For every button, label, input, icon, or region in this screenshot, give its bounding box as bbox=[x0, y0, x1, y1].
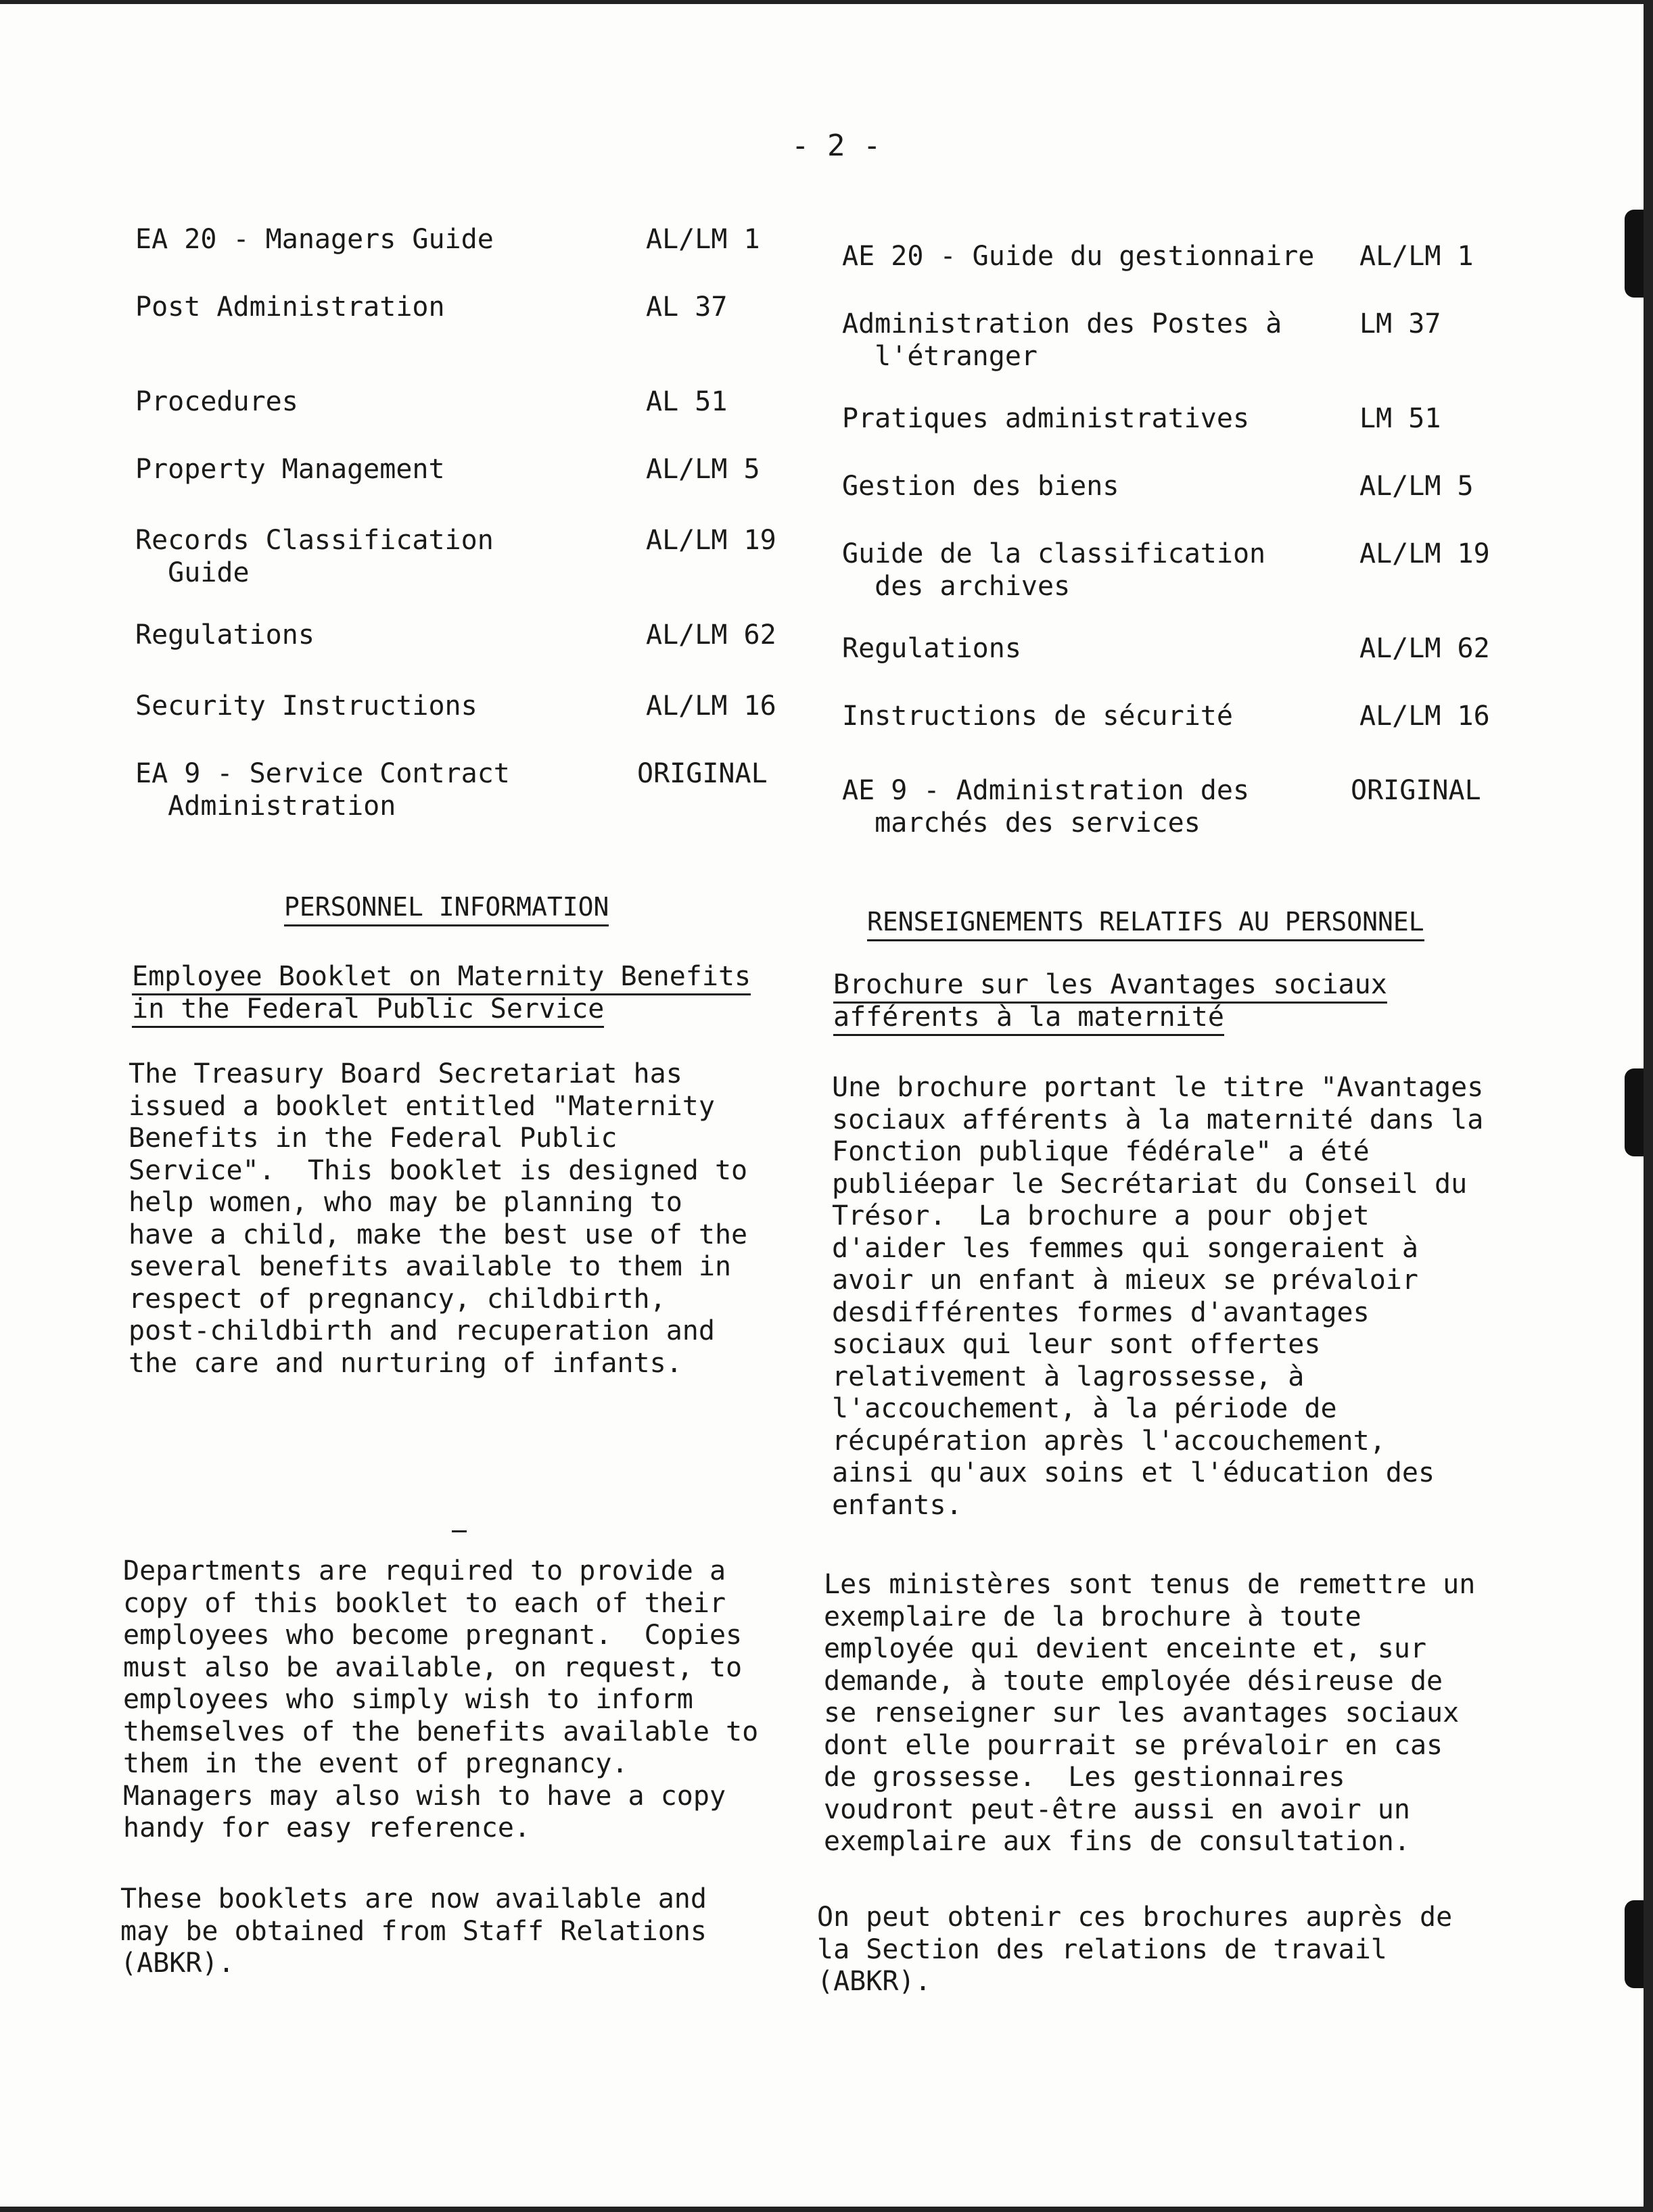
item-label: Procedures bbox=[135, 386, 298, 417]
section-heading-text: PERSONNEL INFORMATION bbox=[284, 892, 609, 926]
item-label: EA 9 - Service Contract Administration bbox=[135, 758, 510, 822]
item-label: Guide de la classification des archives bbox=[842, 538, 1266, 602]
subheading-text: Employee Booklet on Maternity Benefits bbox=[132, 961, 751, 995]
item-label: Instructions de sécurité bbox=[842, 701, 1233, 732]
binder-hole-mark bbox=[1625, 210, 1644, 298]
item-code: LM 37 bbox=[1359, 308, 1441, 339]
section-heading-text: RENSEIGNEMENTS RELATIFS AU PERSONNEL bbox=[867, 907, 1424, 941]
item-label: EA 20 - Managers Guide bbox=[135, 224, 494, 255]
english-paragraph-1: The Treasury Board Secretariat has issued a booklet entitled "Maternity Benefits in the Federal Public Service". This booklet is designed to help women, who may be planning to have a child, make the best use of the several benefits available to them in respect of pregnancy, childbirth, post-childbirth and recuperation and the care and nurturing of infants. bbox=[129, 1058, 748, 1379]
item-code: AL/LM 5 bbox=[646, 454, 760, 485]
item-code: AL/LM 1 bbox=[1359, 241, 1474, 272]
english-section-heading bbox=[284, 891, 609, 922]
binder-hole-mark bbox=[1625, 1900, 1644, 1988]
item-label: Security Instructions bbox=[135, 690, 478, 722]
french-subheading bbox=[833, 968, 1387, 1033]
subheading-line bbox=[132, 993, 751, 1025]
item-label: Gestion des biens bbox=[842, 471, 1119, 502]
item-label: Pratiques administratives bbox=[842, 403, 1250, 434]
page-number: - 2 - bbox=[791, 128, 881, 163]
item-code: ORIGINAL bbox=[1351, 775, 1481, 806]
item-code: AL/LM 62 bbox=[1359, 633, 1490, 664]
item-code: LM 51 bbox=[1359, 403, 1441, 434]
item-code: AL/LM 19 bbox=[1359, 538, 1490, 569]
stray-mark bbox=[452, 1530, 467, 1532]
scan-edge-bottom bbox=[0, 2207, 1653, 2212]
french-paragraph-3: On peut obtenir ces brochures auprès de la Section des relations de travail (ABKR). bbox=[817, 1902, 1453, 1997]
french-section-heading bbox=[867, 906, 1424, 937]
item-label: AE 20 - Guide du gestionnaire bbox=[842, 241, 1315, 272]
item-label: Regulations bbox=[842, 633, 1021, 664]
english-paragraph-2: Departments are required to provide a copy of this booklet to each of their employees who become pregnant. Copies must also be available, on request, to employees who simply wish to inform themselves of the benefits available to them in the event of pregnancy. Managers may also wish to have a copy handy for easy reference. bbox=[123, 1555, 759, 1843]
subheading-text: Brochure sur les Avantages sociaux bbox=[833, 969, 1387, 1004]
subheading-text: afférents à la maternité bbox=[833, 1002, 1224, 1036]
subheading-line bbox=[132, 960, 751, 993]
item-label: AE 9 - Administration des marchés des services bbox=[842, 775, 1250, 839]
item-code: ORIGINAL bbox=[637, 758, 768, 789]
scan-edge-top bbox=[0, 0, 1653, 4]
item-label: Regulations bbox=[135, 619, 315, 651]
subheading-text: in the Federal Public Service bbox=[132, 993, 604, 1028]
french-paragraph-2: Les ministères sont tenus de remettre un exemplaire de la brochure à toute employée qui devient enceinte et, sur demande, à toute employée désireuse de se renseigner sur les avantages sociaux dont elle pourrait se prévaloir en cas de grossesse. Les gestionnaires voudront peut-être aussi en avoir un exemplaire aux fins de consultation. bbox=[824, 1569, 1476, 1857]
subheading-line bbox=[833, 968, 1387, 1001]
subheading-line bbox=[833, 1001, 1387, 1033]
french-paragraph-1: Une brochure portant le titre "Avantages sociaux afférents à la maternité dans la Fonction publique fédérale" a été publiéepar le Secrétariat du Conseil du Trésor. La brochure a pour objet d'aider les femmes qui songeraient à avoir un enfant à mieux se prévaloir desdifférentes formes d'avantages sociaux qui leur sont offertes relativement à lagrossesse, à l'accouchement, à la période de récupération après l'accouchement, ainsi qu'aux soins et l'éducation des enfants. bbox=[832, 1072, 1484, 1521]
item-code: AL/LM 5 bbox=[1359, 471, 1474, 502]
item-label: Records Classification Guide bbox=[135, 525, 494, 588]
english-subheading bbox=[132, 960, 751, 1025]
item-label: Property Management bbox=[135, 454, 445, 485]
item-code: AL/LM 1 bbox=[646, 224, 760, 255]
item-code: AL 51 bbox=[646, 386, 728, 417]
item-code: AL/LM 16 bbox=[1359, 701, 1490, 732]
scan-edge-right bbox=[1644, 0, 1653, 2212]
binder-hole-mark bbox=[1625, 1068, 1644, 1156]
item-code: AL/LM 16 bbox=[646, 690, 776, 722]
item-code: AL/LM 62 bbox=[646, 619, 776, 651]
item-label: Post Administration bbox=[135, 291, 445, 323]
item-code: AL 37 bbox=[646, 291, 728, 323]
item-code: AL/LM 19 bbox=[646, 525, 776, 556]
item-label: Administration des Postes à l'étranger bbox=[842, 308, 1282, 372]
english-paragraph-3: These booklets are now available and may be obtained from Staff Relations (ABKR). bbox=[120, 1883, 707, 1979]
